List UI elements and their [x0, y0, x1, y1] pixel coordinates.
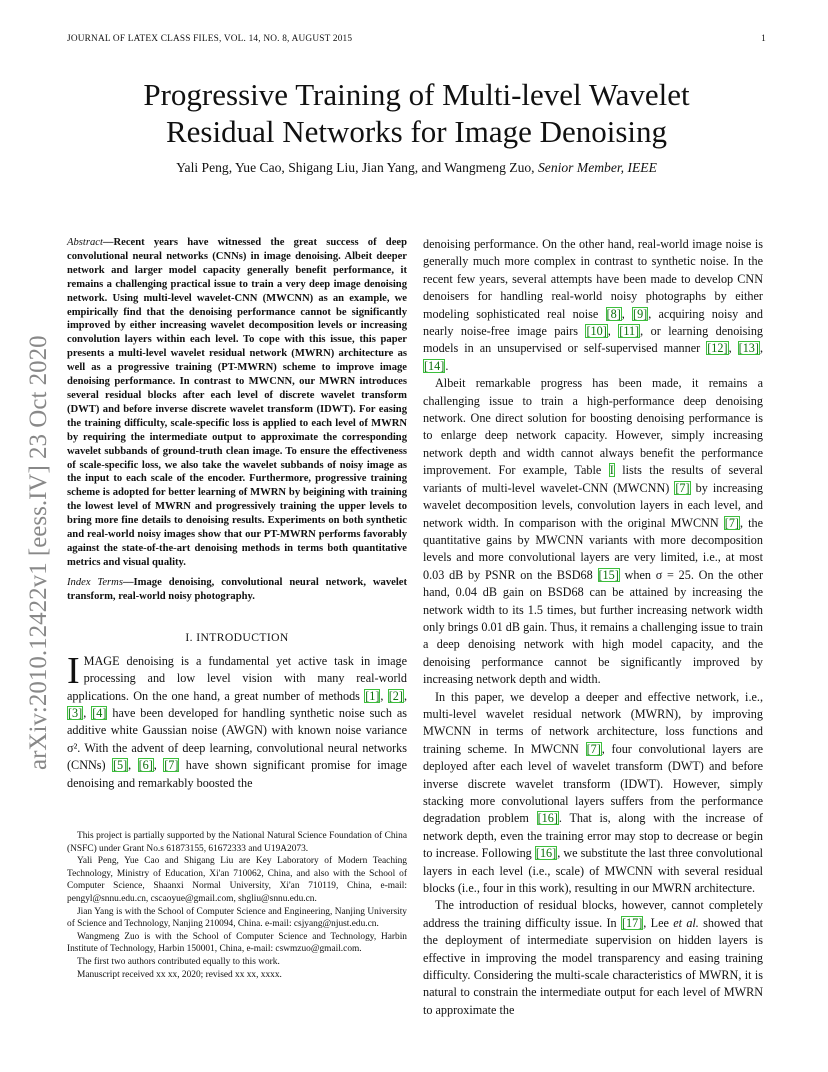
- citation-link[interactable]: [16]: [537, 811, 558, 826]
- citation-link[interactable]: [8]: [606, 306, 621, 321]
- body-text: , we substitute the last three convolutional layers in each level (i.e., scale) of MWCNN with several residual blocks (i.e., four in this work), resulting in our MWRN architecture.: [423, 846, 764, 896]
- citation-link[interactable]: [7]: [724, 515, 739, 530]
- footnote-affiliation: Jian Yang is with the School of Computer Science and Engineering, Nanjing University of Science and Technology, Nanjing 210094, China. e-mail: csjyang@njust.edu.cn.: [67, 906, 407, 930]
- author-list: [67, 160, 766, 176]
- index-terms-label: Index Terms: [67, 576, 123, 588]
- body-text: Albeit remarkable progress has been made, it remains a challenging issue to train a high-performance deep denoising network. One direct solution for boosting denoising performance is to enlarge deep network capacity. However, simply increasing network depth and width cannot always benefit the performance improvement. For example, Table: [423, 376, 763, 478]
- paper-title: [67, 76, 766, 150]
- footnote-manuscript-dates: Manuscript received xx xx, 2020; revised xx xx, xxxx.: [77, 969, 282, 980]
- citation-link[interactable]: [3]: [68, 705, 83, 720]
- arxiv-stamp-text: arXiv:2010.12422v1 [eess.IV] 23 Oct 2020: [25, 335, 52, 770]
- citation-link[interactable]: [15]: [598, 567, 619, 582]
- index-terms: [67, 576, 407, 604]
- body-text: . That is, along with the increase of network depth, even the training error may stop to decrease or begin to increase. Following: [423, 811, 763, 861]
- abstract-text: —Recent years have witnessed the great success of deep convolutional neural networks (CNNs) in image denoising. Albeit deeper network and larger model capacity generally benefit performance, it remains a challenging practical issue to train a very deep image denoising network. Using multi-level wavelet-CNN (MWCNN) as an example, we empirically find that the denoising performance cannot be significantly improved by either increasing wavelet decomposition levels or increasing convolution layers within each level. To cope with this issue, this paper presents a multi-level wavelet residual network (MWRN) architecture as well as a progressive training (PT-MWRN) scheme to improve image denoising performance. In contrast to MWCNN, our MWRN introduces several residual blocks after each level of discrete wavelet transform (DWT) and before inverse discrete wavelet transform (IDWT). For easing the training difficulty, scale-specific loss is applied to each level of MWRN by requiring the intermediate output to approximate the corresponding wavelet subbands of ground-truth clean image. To ensure the effectiveness of scale-specific loss, we also take the wavelet subbands of noisy image as the input to each scale of the encoder. Furthermore, progressive training scheme is adopted for better learning of MWRN by beigining with training the lowest level of MWRN and progressively training the upper levels to bring more fine details to denoising results. Experiments on both synthetic and real-world noisy images show that our PT-MWRN performs favorably against the state-of-the-art denoising methods in terms both quantitative metrics and visual quality.: [67, 237, 407, 568]
- left-column: [67, 236, 407, 792]
- author-role: Senior Member, IEEE: [537, 160, 657, 175]
- citation-link[interactable]: [6]: [138, 758, 153, 773]
- journal-name: JOURNAL OF LATEX CLASS FILES, VOL. 14, NO. 8, AUGUST 2015: [67, 34, 353, 44]
- body-paragraph: denoising performance. On the other hand, real-world image noise is generally much more complex in contrast to synthetic noise. In the recent few years, several attempts have been made to develop CNN denoisers for handling real-world noisy photographs by either modeling sophisticated real noise [8], [9], acquiring noisy and nearly noise-free image pairs [10], [11], or learning denoising models in an unsupervised or self-supervised manner [12], [13], [14].: [423, 237, 764, 373]
- citation-link[interactable]: [10]: [586, 324, 607, 339]
- citation-link[interactable]: [13]: [738, 341, 759, 356]
- citation-link[interactable]: [14]: [424, 358, 445, 373]
- citation-link[interactable]: [4]: [92, 705, 107, 720]
- body-text: denoising performance. On the other hand, real-world image noise is generally much more complex in contrast to synthetic noise. In the recent few years, several attempts have been made to develop CNN denoisers for handling real-world noisy photographs by either modeling sophisticated real noise: [423, 237, 763, 321]
- body-paragraph: [423, 689, 763, 898]
- body-text: showed that the deployment of intermediate supervision on hidden layers is effective in improving the model transparency and easing training difficulty. Considering the multi-scale characteristics of MWRN, it is natural to constrain the intermediate output for each level of MWRN to approximate the: [423, 915, 764, 1017]
- citation-link[interactable]: [12]: [707, 341, 728, 356]
- citation-link[interactable]: [7]: [586, 741, 601, 756]
- body-text-italic: et al.: [673, 915, 699, 930]
- citation-link[interactable]: [5]: [112, 758, 128, 773]
- citation-link[interactable]: [2]: [388, 688, 403, 703]
- intro-paragraph: IMAGE denoising is a fundamental yet active task in image processing and low level vision with many real-world applications. On the one hand, a great number of methods [1], [2], [3], [4] have been developed for handling synthetic noise such as additive white Gaussian noise (AWGN) with known noise variance σ². With the advent of deep learning, convolutional neural networks (CNNs) [5], [6], [7] have shown significant promise for image denoising and remarkably boosted the: [67, 649, 408, 790]
- section-heading-introduction: I. INTRODUCTION: [185, 630, 289, 644]
- running-head: [67, 34, 766, 44]
- footnote-affiliation: Yali Peng, Yue Cao and Shigang Liu are Key Laboratory of Modern Teaching Technology, Ministry of Education, Xi'an 710062, China, and also with the School of Computer Science, Shaanxi Normal University, Xi'an 710119, China, e-mail: pengyl@snnu.edu.cn, cscaoyue@gmail.com, shgliu@snnu.edu.cn.: [67, 856, 407, 904]
- body-text: lists the results of several variants of multi-level wavelet-CNN (MWCNN): [423, 463, 763, 495]
- body-paragraph: [423, 897, 763, 1019]
- author-names: Yali Peng, Yue Cao, Shigang Liu, Jian Yang, and Wangmeng Zuo,: [176, 160, 535, 175]
- citation-link[interactable]: [1]: [365, 688, 380, 703]
- body-text: when σ = 25. On the other hand, 0.04 dB gain on BSD68 can be attained by increasing the network width to its 1.5 times, but further increasing network width only brings 0.01 dB gain. Thus, it remains a challenging issue to train a deep denoising network with high model capacity, and the denoising performance cannot be significantly improved by increasing network depth and width.: [423, 567, 764, 687]
- footnote-affiliation: Wangmeng Zuo is with the School of Computer Science and Technology, Harbin Institute of Technology, Harbin 150001, China, e-mail: cswmzuo@gmail.com.: [67, 931, 407, 955]
- body-text: , the quantitative gains by MWCNN variants with more decomposition levels and more convolutional layers are very limited, i.e., at most 0.03 dB by PSNR on the BSD68: [423, 515, 763, 582]
- citation-link[interactable]: [11]: [619, 324, 640, 339]
- dropcap-letter: I: [67, 649, 80, 692]
- citation-link[interactable]: [7]: [164, 758, 179, 773]
- citation-link[interactable]: [17]: [621, 915, 643, 930]
- body-text: by increasing wavelet decomposition levels, convolution layers in each level, and network width. In comparison with the original MWCNN: [423, 480, 763, 530]
- arxiv-stamp-svg: [26, 290, 52, 770]
- citation-link[interactable]: [9]: [633, 306, 648, 321]
- citation-link[interactable]: [7]: [675, 480, 690, 495]
- body-text: In this paper, we develop a deeper and effective network, i.e., multi-level wavelet residual network (MWRN), by improving MWCNN in terms of network architecture, loss functions and training scheme. In MWCNN: [423, 689, 763, 756]
- intro-text-b: have been developed for handling synthetic noise such as additive white Gaussian noise (AWGN) with known noise variance σ². With the advent of deep learning, convolutional neural networks (CNNs): [67, 705, 407, 773]
- title-line-1: Progressive Training of Multi-level Wavelet: [143, 77, 690, 112]
- body-text: , four convolutional layers are deployed after each level of wavelet transform (DWT) and before inverse discrete wavelet transform (IDWT). However, simply stacking more convolutional layers suffers from the performance degradation problem: [423, 741, 763, 826]
- intro-text-a: MAGE denoising is a fundamental yet active task in image processing and low level vision with many real-world applications. On the one hand, a great number of methods: [67, 653, 407, 703]
- abstract-label: Abstract: [67, 237, 103, 248]
- body-text: The introduction of residual blocks, however, cannot completely address the training difficulty issue. In: [423, 898, 763, 930]
- index-terms-text: —Image denoising, convolutional neural network, wavelet transform, real-world noisy photography.: [67, 576, 407, 602]
- page-number: 1: [761, 34, 766, 44]
- body-text: , or learning denoising models in an unsupervised or self-supervised manner: [423, 324, 764, 356]
- footnote-funding: This project is partially supported by the National Natural Science Foundation of China (NSFC) under Grant No.s 61873155, 61672333 and U19A2073.: [67, 831, 407, 854]
- body-text: , acquiring noisy and nearly noise-free image pairs: [423, 306, 763, 339]
- arxiv-stamp[interactable]: [26, 290, 52, 770]
- body-paragraph: [423, 375, 763, 688]
- footnote-equal-contribution: The first two authors contributed equally to this work.: [77, 956, 280, 967]
- footnotes: [67, 830, 407, 981]
- title-line-2: Residual Networks for Image Denoising: [165, 114, 668, 149]
- abstract: [67, 236, 407, 570]
- right-column: [423, 236, 763, 1019]
- citation-link[interactable]: [16]: [535, 846, 557, 861]
- table-reference-link[interactable]: I: [609, 463, 614, 478]
- intro-text-c: have shown significant promise for image denoising and remarkably boosted the: [67, 758, 408, 790]
- body-text: , Lee: [643, 915, 674, 930]
